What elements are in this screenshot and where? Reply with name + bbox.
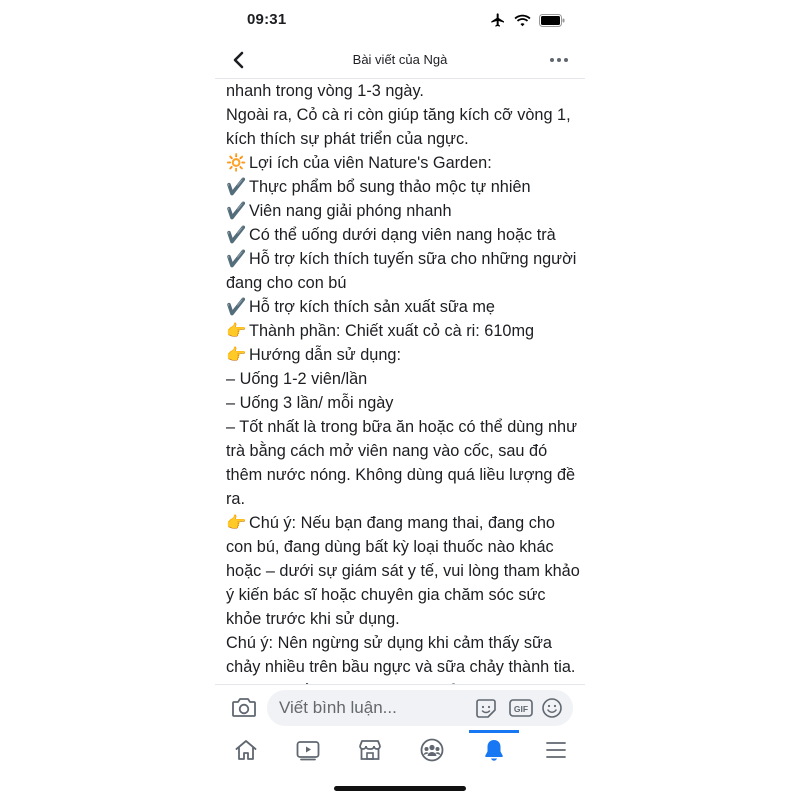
post-text-line: [226, 655, 578, 679]
post-body: [226, 79, 578, 684]
line-text: nhanh trong vòng 1-3 ngày.: [226, 82, 424, 100]
comment-input[interactable]: [279, 690, 469, 726]
line-emoji: ✔️: [226, 226, 247, 244]
line-text: Hỗ trợ kích thích tuyến sữa cho những người: [249, 250, 577, 268]
line-emoji: ✔️: [226, 178, 247, 196]
status-time: 09:31: [247, 11, 287, 28]
post-text-line: [226, 271, 578, 295]
line-text: Ngoài ra, Cỏ cà ri còn giúp tăng kích cỡ vòng 1,: [226, 106, 571, 124]
line-emoji: ✔️: [226, 202, 247, 220]
bottom-tab-bar: [215, 730, 585, 774]
line-emoji: ✔️: [226, 298, 247, 316]
emoji-smiley-icon[interactable]: [541, 697, 563, 719]
post-text-line: [226, 223, 578, 247]
post-text-line: [226, 559, 578, 583]
post-text-line: [226, 631, 578, 655]
line-emoji: 👉: [226, 322, 247, 340]
post-text-line: [226, 295, 578, 319]
avatar-sticker-icon[interactable]: [475, 697, 497, 719]
post-text-line: [226, 151, 578, 175]
line-text: Lợi ích của viên Nature's Garden:: [249, 154, 492, 172]
post-text-line: [226, 175, 578, 199]
camera-button[interactable]: [231, 695, 257, 719]
line-text: Có thể uống dưới dạng viên nang hoặc trà: [249, 226, 556, 244]
comment-input-container: [267, 690, 573, 726]
post-header: [215, 42, 585, 79]
status-icons: [490, 12, 565, 28]
post-text-line: [226, 199, 578, 223]
wifi-icon: [514, 14, 531, 27]
line-text: Hỗ trợ kích thích sản xuất sữa mẹ: [249, 298, 495, 316]
tab-notifications[interactable]: [463, 730, 525, 774]
more-options-button[interactable]: [545, 48, 573, 72]
tab-menu[interactable]: [525, 730, 587, 774]
tab-groups[interactable]: [401, 730, 463, 774]
line-text: Thành phần: Chiết xuất cỏ cà ri: 610mg: [249, 322, 535, 340]
line-emoji: ✔️: [226, 250, 247, 268]
line-text: Thực phẩm bổ sung thảo mộc tự nhiên: [249, 178, 531, 196]
camera-icon: [231, 706, 257, 723]
line-text: kích thích sự phát triển của ngực.: [226, 130, 469, 148]
more-dots-icon: [545, 59, 573, 76]
phone-screen: [215, 0, 585, 800]
home-icon: [233, 737, 259, 768]
post-text-line: [226, 607, 578, 631]
line-text: Chú ý: Nên ngừng sử dụng khi cảm thấy sữa: [226, 634, 552, 652]
post-text-line: [226, 247, 578, 271]
line-text: – Tốt nhất là trong bữa ăn hoặc có thể dùng như: [226, 418, 577, 436]
post-text-line: [226, 127, 578, 151]
line-emoji: 👉: [226, 514, 247, 532]
post-text-line: [226, 583, 578, 607]
line-text: ra.: [226, 490, 246, 508]
home-indicator[interactable]: [334, 786, 466, 791]
post-text-line: [226, 79, 578, 103]
post-text-line: [226, 103, 578, 127]
post-text-line: [226, 463, 578, 487]
post-text-line: [226, 439, 578, 463]
line-text: Viên nang giải phóng nhanh: [249, 202, 452, 220]
hamburger-menu-icon: [543, 737, 569, 768]
post-text-line: [226, 415, 578, 439]
gif-icon[interactable]: [509, 697, 533, 719]
tab-watch[interactable]: [277, 730, 339, 774]
line-text: chảy nhiều trên bầu ngực và sữa chảy thành tia.: [226, 658, 576, 676]
post-text-line: [226, 391, 578, 415]
post-text-line: [226, 487, 578, 511]
tab-home[interactable]: [215, 730, 277, 774]
line-text: đang cho con bú: [226, 274, 347, 292]
svg-text:GIF: GIF: [513, 704, 529, 714]
post-text-line: [226, 319, 578, 343]
line-text: Chú ý: Nếu bạn đang mang thai, đang cho: [249, 514, 555, 532]
post-text-line: [226, 343, 578, 367]
line-text: ý kiến bác sĩ hoặc chuyên gia chăm sóc sức: [226, 586, 546, 604]
comment-bar: [215, 684, 585, 731]
status-bar: [215, 0, 585, 40]
groups-icon: [419, 737, 445, 768]
store-icon: [357, 737, 383, 768]
line-text: thêm nước nóng. Không dùng quá liều lượng đề: [226, 466, 576, 484]
line-text: – Uống 3 lần/ mỗi ngày: [226, 394, 394, 412]
line-text: con bú, đang dùng bất kỳ loại thuốc nào khác: [226, 538, 554, 556]
tab-marketplace[interactable]: [339, 730, 401, 774]
line-text: hoặc – dưới sự giám sát y tế, vui lòng tham khảo: [226, 562, 580, 580]
line-emoji: 🔆: [226, 154, 247, 172]
post-text-line: [226, 535, 578, 559]
video-play-icon: [295, 737, 321, 768]
post-text-line: [226, 511, 578, 535]
battery-icon: [539, 14, 565, 27]
page-title: Bài viết của Ngà: [352, 52, 448, 67]
post-text-line: [226, 367, 578, 391]
line-text: Hướng dẫn sử dụng:: [249, 346, 401, 364]
line-text: – Uống 1-2 viên/lần: [226, 370, 368, 388]
line-text: trà bằng cách mở viên nang vào cốc, sau đó: [226, 442, 548, 460]
airplane-mode-icon: [490, 12, 506, 28]
line-emoji: 👉: [226, 346, 247, 364]
line-text: khỏe trước khi sử dụng.: [226, 610, 400, 628]
bell-icon: [481, 737, 507, 768]
